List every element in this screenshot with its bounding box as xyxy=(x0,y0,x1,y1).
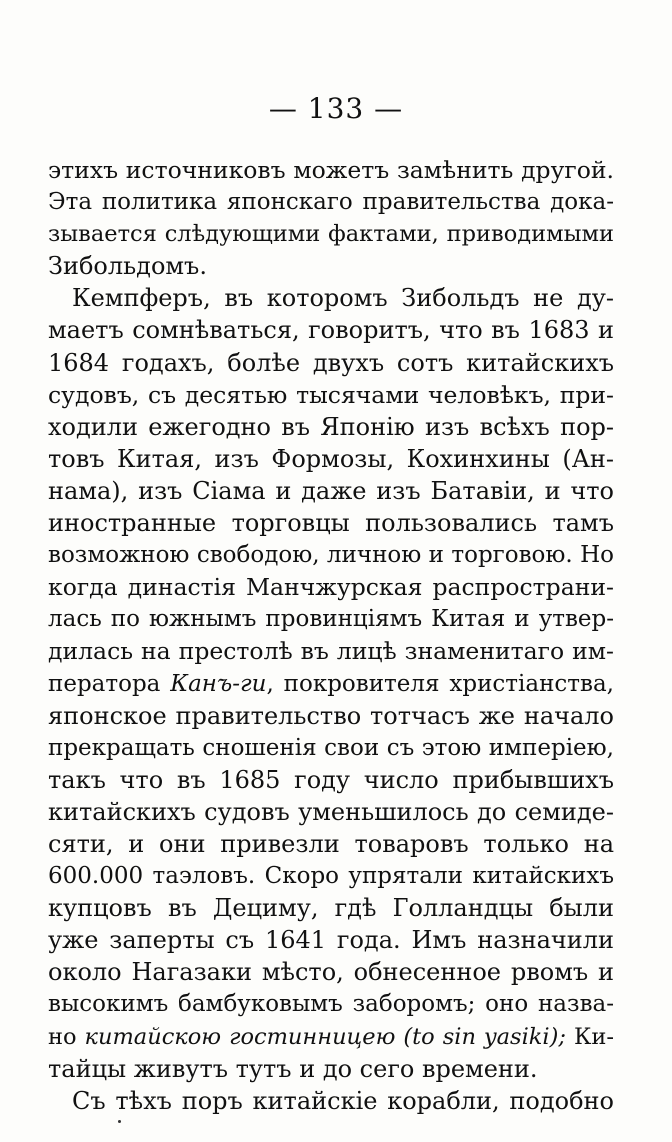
text-line: Эта политика японскаго правительства дока- xyxy=(48,189,614,216)
text-line: Зибольдомъ. xyxy=(48,252,207,281)
text-line: возможною свободою, личною и торговою. Но xyxy=(48,542,614,569)
text-line: тайцы живутъ тутъ и до сего времени. xyxy=(48,1054,538,1083)
text-segment: , покровителя христіанства, xyxy=(266,670,614,697)
text-line: прекращать сношенія свои съ этою имперіею, xyxy=(48,734,614,761)
text-line: лась по южнымъ провинціямъ Китая и утвер- xyxy=(48,606,614,633)
paper-speck xyxy=(118,1120,121,1123)
text-line: маетъ сомнѣваться, говоритъ, что въ 1683 и xyxy=(48,316,614,345)
text-line: уже заперты съ 1641 года. Имъ назначили xyxy=(48,926,614,955)
text-segment: но xyxy=(48,1023,85,1050)
text-line: сяти, и они привезли товаровъ только на xyxy=(48,829,614,858)
text-line: японское правительство тотчасъ же начало xyxy=(48,701,614,730)
text-line: когда династія Манчжурская распространи- xyxy=(48,573,614,602)
text-line xyxy=(48,1021,614,1053)
text-line: китайскихъ судовъ уменьшилось до семиде- xyxy=(48,797,614,826)
text-line: этихъ источниковъ можетъ замѣнить другой. xyxy=(48,156,614,184)
text-line: Кемпферъ, въ которомъ Зибольдъ не ду- xyxy=(72,284,614,313)
text-line: нама), изъ Сіама и даже изъ Батавіи, и что xyxy=(48,476,614,505)
text-line: 600.000 таэловъ. Скоро упрятали китайскихъ xyxy=(48,863,614,890)
text-line: дилась на престолѣ въ лицѣ знаменитаго им- xyxy=(48,637,614,666)
text-line xyxy=(48,668,614,700)
text-line: Съ тѣхъ поръ китайскіе корабли, подобно xyxy=(72,1086,614,1115)
text-line: зывается слѣдующими фактами, приводимыми xyxy=(48,221,614,248)
text-line: судовъ, съ десятью тысячами человѣкъ, при- xyxy=(48,380,614,409)
text-line: около Нагазаки мѣсто, обнесенное рвомъ и xyxy=(48,958,614,987)
text-line: иностранные торговцы пользовались тамъ xyxy=(48,509,614,538)
text-line: 1684 годахъ, болѣе двухъ сотъ китайскихъ xyxy=(48,348,614,377)
italic-text: Канъ-ги xyxy=(170,670,267,697)
text-line: товъ Китая, изъ Формозы, Кохинхины (Ан- xyxy=(48,444,614,473)
text-line: высокимъ бамбуковымъ заборомъ; оно назва- xyxy=(48,991,614,1018)
text-segment: Ки- xyxy=(566,1023,614,1050)
text-segment: ператора xyxy=(48,670,171,697)
text-line: купцовъ въ Дециму, гдѣ Голландцы были xyxy=(48,894,614,923)
body-text xyxy=(48,154,614,1117)
text-line: такъ что въ 1685 году число прибывшихъ xyxy=(48,765,614,794)
page-number: — 133 — xyxy=(268,92,404,125)
italic-text: китайскою гостинницею (to sin yasiki); xyxy=(84,1023,566,1050)
text-line: ходили ежегодно въ Японію изъ всѣхъ пор- xyxy=(48,412,614,441)
